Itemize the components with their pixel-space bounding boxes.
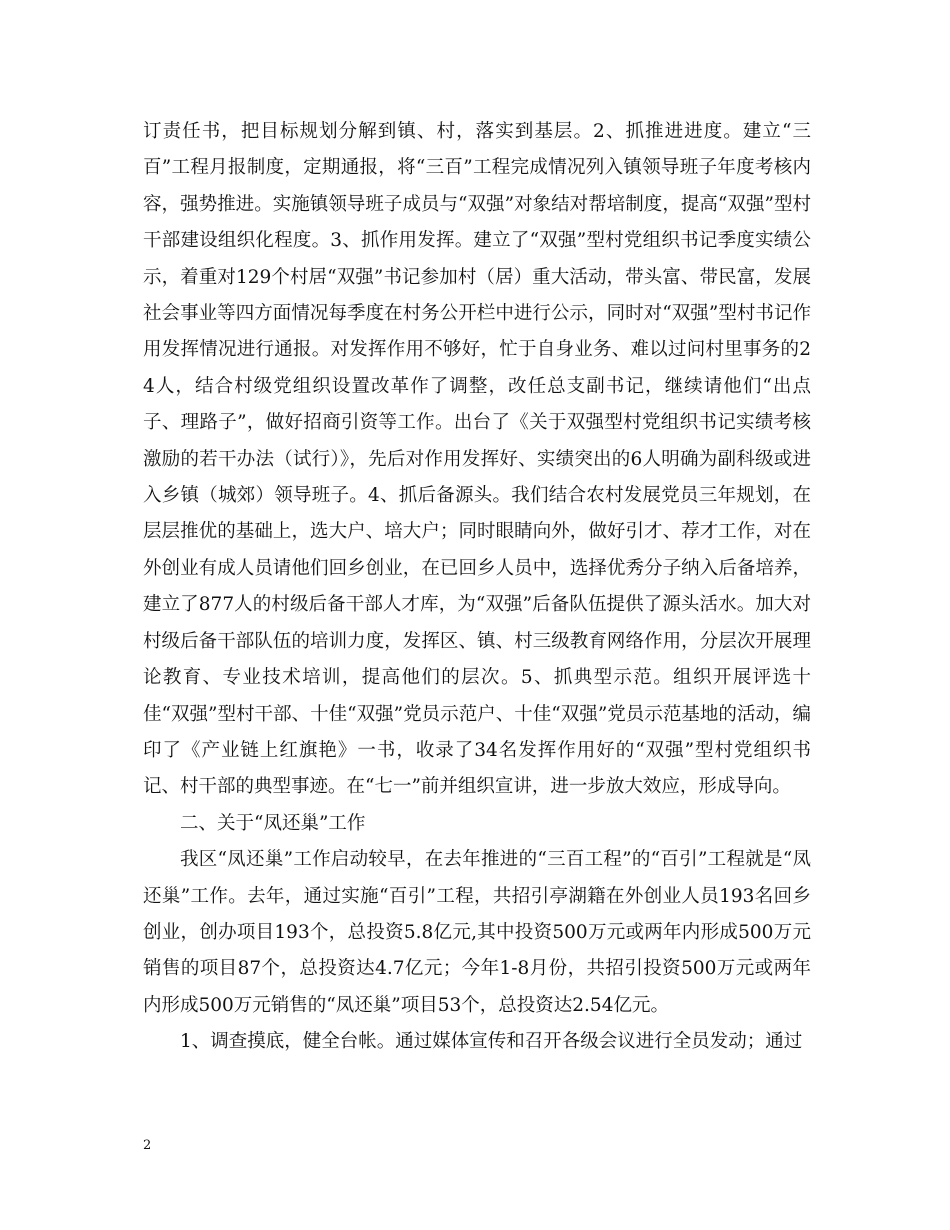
paragraph: 我区“凤还巢”工作启动较早，在去年推进的“三百工程”的“百引”工程就是“凤还巢”工作。去年，通过实施“百引”工程，共招引亭湖籍在外创业人员193名回乡创业，创办项目193个，总投资5.8亿元,其中投资500万元或两年内形成500万元销售的项目87个，总投资达4.7亿元；今年1-8月份，共招引投资500万元或两年内形成500万元销售的“凤还巢”项目53个，总投资达2.54亿元。: [143, 849, 811, 1016]
paragraph: 1、调查摸底，健全台帐。通过媒体宣传和召开各级会议进行全员发动；通过: [180, 1031, 803, 1053]
paragraph-continuation: 订责任书，把目标规划分解到镇、村，落实到基层。2、抓推进进度。建立“三百”工程月报制度，定期通报，将“三百”工程完成情况列入镇领导班子年度考核内容，强势推进。实施镇领导班子成员与“双强”对象结对帮培制度，提高“双强”型村干部建设组织化程度。3、抓作用发挥。建立了“双强”型村党组织书记季度实绩公示，着重对129个村居“双强”书记参加村（居）重大活动，带头富、带民富，发展社会事业等四方面情况每季度在村务公开栏中进行公示，同时对“双强”型村书记作用发挥情况进行通报。对发挥作用不够好，忙于自身业务、难以过问村里事务的24人，结合村级党组织设置改革作了调整，改任总支副书记，继续请他们“出点子、理路子”，做好招商引资等工作。出台了《关于双强型村党组织书记实绩考核激励的若干办法（试行）》，先后对作用发挥好、实绩突出的6人明确为副科级或进入乡镇（城郊）领导班子。4、抓后备源头。我们结合农村发展党员三年规划，在层层推优的基础上，选大户、培大户；同时眼睛向外，做好引才、荐才工作，对在外创业有成人员请他们回乡创业，在已回乡人员中，选择优秀分子纳入后备培养，建立了877人的村级后备干部人才库，为“双强”后备队伍提供了源头活水。加大对村级后备干部队伍的培训力度，发挥区、镇、村三级教育网络作用，分层次开展理论教育、专业技术培训，提高他们的层次。5、抓典型示范。组织开展评选十佳“双强”型村干部、十佳“双强”党员示范户、十佳“双强”党员示范基地的活动，编印了《产业链上红旗艳》一书，收录了34名发挥作用好的“双强”型村党组织书记、村干部的典型事迹。在“七一”前并组织宣讲，进一步放大效应，形成导向。: [143, 121, 811, 798]
section-heading: 二、关于“凤还巢”工作: [180, 812, 366, 834]
document-body: [143, 114, 811, 1061]
page-number: 2: [143, 1138, 152, 1153]
